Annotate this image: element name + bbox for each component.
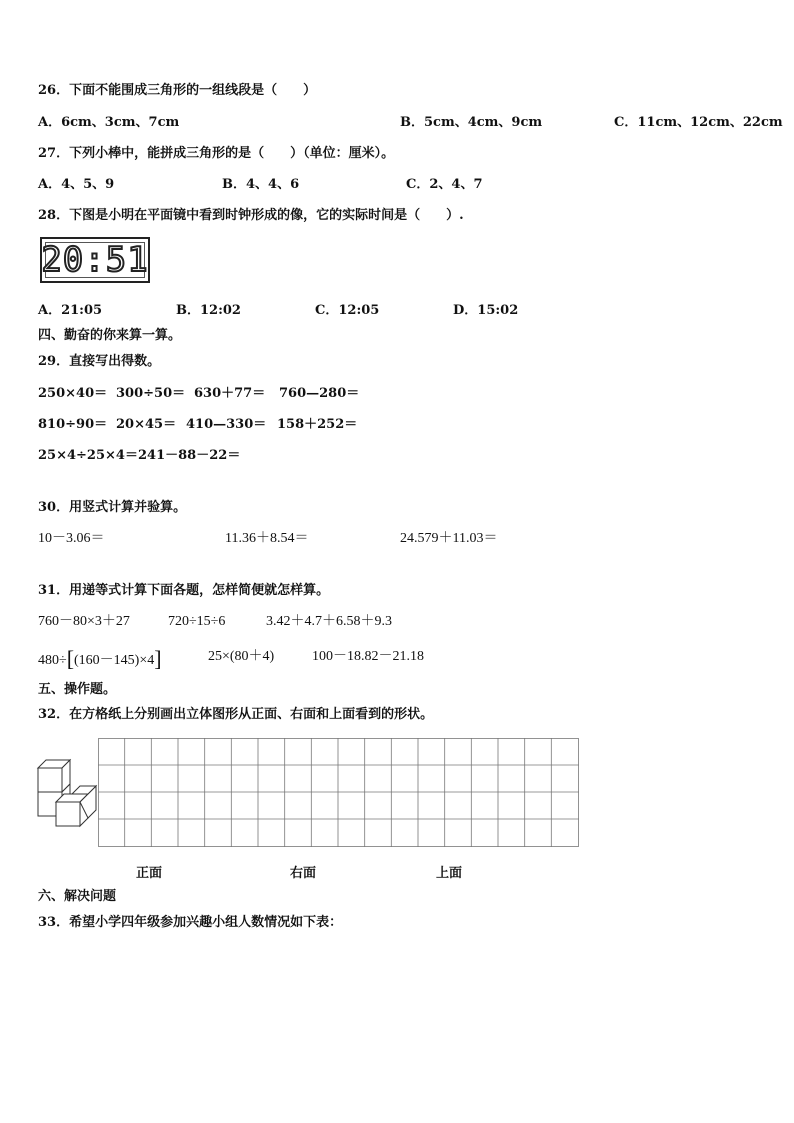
q29-r1-3: 630＋77＝ (194, 386, 266, 401)
q30-item-1: 10－3.06＝ (38, 531, 105, 546)
q28-option-d: D．15:02 (453, 303, 519, 318)
q31-r2-1 (38, 648, 162, 670)
q28-stem: 28．下图是小明在平面镜中看到时钟形成的像，它的实际时间是（ ）. (38, 208, 464, 223)
label-top-view: 上面 (436, 866, 463, 881)
q29-r3-1: 25×4÷25×4＝ (38, 448, 138, 463)
label-front-view: 正面 (136, 866, 163, 881)
q29-r2-3: 410—330＝ (186, 417, 267, 432)
section-5-heading: 五、操作题。 (38, 682, 117, 697)
q26-option-b: B．5cm、4cm、9cm (400, 115, 543, 130)
q28-option-a: A．21:05 (38, 303, 103, 318)
q29-r2-2: 20×45＝ (116, 417, 177, 432)
left-bracket: [ (66, 646, 75, 671)
stacked-cubes-figure (36, 758, 102, 830)
q31-r1-3: 3.42＋4.7＋6.58＋9.3 (266, 614, 392, 629)
q26-option-a: A．6cm、3cm、7cm (38, 115, 180, 130)
right-bracket: ] (154, 646, 162, 671)
q29-stem: 29．直接写出得数。 (38, 354, 161, 369)
q26-option-c: C．11cm、12cm、22cm (614, 115, 783, 130)
q31-r2-1-inner: (160－145)×4 (74, 653, 155, 668)
q27-option-c: C．2、4、7 (406, 177, 483, 192)
q28-option-b: B．12:02 (176, 303, 241, 318)
q29-r1-4: 760—280＝ (279, 386, 360, 401)
q33-stem: 33．希望小学四年级参加兴趣小组人数情况如下表： (38, 915, 343, 930)
q29-r1-2: 300÷50＝ (116, 386, 186, 401)
q31-r2-1-prefix: 480÷ (38, 653, 67, 668)
q31-r2-2: 25×(80＋4) (208, 649, 275, 664)
q27-stem: 27．下列小棒中，能拼成三角形的是（ ）（单位：厘米）。 (38, 146, 395, 161)
q27-option-b: B．4、4、6 (222, 177, 300, 192)
q31-r1-1: 760－80×3＋27 (38, 614, 130, 629)
q28-option-c: C．12:05 (315, 303, 380, 318)
mirror-clock-image (40, 237, 150, 283)
q31-stem: 31．用递等式计算下面各题，怎样简便就怎样算。 (38, 583, 330, 598)
q31-r2-3: 100－18.82－21.18 (312, 649, 424, 664)
q27-option-a: A．4、5、9 (38, 177, 115, 192)
q30-stem: 30．用竖式计算并验算。 (38, 500, 187, 515)
q32-stem: 32．在方格纸上分别画出立体图形从正面、右面和上面看到的形状。 (38, 707, 434, 722)
square-grid-paper (98, 738, 580, 848)
q29-r2-4: 158＋252＝ (277, 417, 358, 432)
q29-r3-2: 241－88－22＝ (138, 448, 241, 463)
q29-r2-1: 810÷90＝ (38, 417, 108, 432)
label-right-view: 右面 (290, 866, 317, 881)
clock-display: 20:51 (41, 240, 149, 280)
q26-stem: 26．下面不能围成三角形的一组线段是（ ） (38, 83, 317, 98)
q31-r1-2: 720÷15÷6 (168, 614, 226, 629)
section-6-heading: 六、解决问题 (38, 889, 117, 904)
q29-r1-1: 250×40＝ (38, 386, 108, 401)
q30-item-2: 11.36＋8.54＝ (225, 531, 309, 546)
q30-item-3: 24.579＋11.03＝ (400, 531, 498, 546)
section-4-heading: 四、勤奋的你来算一算。 (38, 328, 182, 343)
